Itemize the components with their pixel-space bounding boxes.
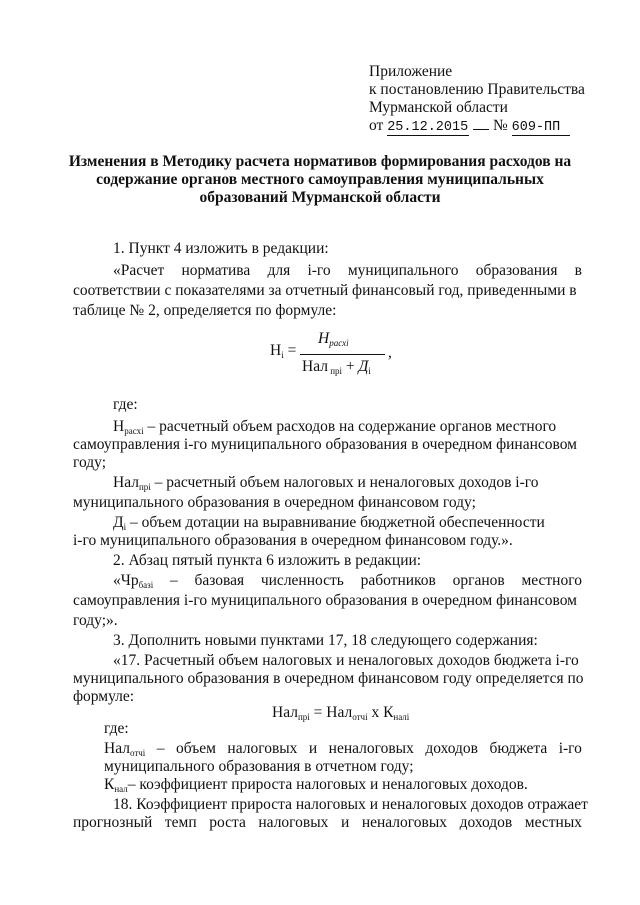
paragraph-formula-intro-l2: соответствии с показателями за отчетный финансовый год, приведенными в <box>73 282 577 299</box>
paragraph-17-l1: «17. Расчетный объем налоговых и неналоговых доходов бюджета i-го <box>113 652 579 669</box>
number-sign: № <box>492 117 508 134</box>
title-line-1: Изменения в Методику расчета нормативов формирования расходов на <box>68 153 572 170</box>
date-prefix: от <box>369 117 384 134</box>
definition-chr-baz-l2: самоуправления i-го муниципального образования в очередном финансовом <box>73 592 577 609</box>
definition-nal-pr-l2: муниципального образования в очередном финансовом году; <box>73 494 476 511</box>
document-number: 609-ПП <box>512 121 570 136</box>
appendix-line-2: к постановлению Правительства <box>369 81 585 98</box>
title-line-2: содержание органов местного самоуправления муниципальных <box>96 171 544 188</box>
definition-nal-otch-l2: муниципального образования в отчетном году; <box>104 758 414 775</box>
definition-n-rash: Нрасхi – расчетный объем расходов на содержание органов местного <box>113 418 557 436</box>
paragraph-item-3: 3. Дополнить новыми пунктами 17, 18 следующего содержания: <box>113 632 538 649</box>
paragraph-item-1: 1. Пункт 4 изложить в редакции: <box>113 240 329 257</box>
definition-k-nal: Кнал– коэффициент прироста налоговых и неналоговых доходов. <box>104 776 528 794</box>
paragraph-18-l1: 18. Коэффициент прироста налоговых и неналоговых доходов отражает <box>113 796 588 813</box>
definition-chr-baz: «Чрбазi – базовая численность работников органов местного <box>113 572 582 590</box>
paragraph-item-2: 2. Абзац пятый пункта 6 изложить в редакции: <box>113 552 422 569</box>
paragraph-formula-intro: «Расчет норматива для i-го муниципального образования в <box>113 262 582 279</box>
definition-nal-pr: Налпрi – расчетный объем налоговых и неналоговых доходов i-го <box>113 474 539 492</box>
definition-n-rash-l3: году; <box>73 454 107 471</box>
paragraph-18-l2: прогнозный темп роста налоговых и неналоговых доходов местных <box>73 814 582 831</box>
definition-nal-otch: Налотчi – объем налоговых и неналоговых доходов бюджета i-го <box>104 740 582 758</box>
paragraph-formula-intro-l3: таблице № 2, определяется по формуле: <box>73 302 337 319</box>
appendix-date-line <box>369 117 570 136</box>
paragraph-17-l2: муниципального образования в очередном финансовом году определяется по <box>73 670 584 687</box>
definition-d-l2: i-го муниципального образования в очередном финансовом году.». <box>73 532 513 549</box>
definition-chr-baz-l3: году;». <box>73 612 118 629</box>
formula-norm: Нi = Нрасхi Нал прi + Дi , <box>270 330 392 376</box>
title-line-3: образований Мурманской области <box>199 189 441 206</box>
where-label-2: где: <box>104 720 129 737</box>
appendix-line-3: Мурманской области <box>369 99 508 116</box>
paragraph-17-l3: формуле: <box>73 688 135 705</box>
appendix-line-1: Приложение <box>369 63 453 80</box>
definition-d: Дi – объем дотации на выравнивание бюджетной обеспеченности <box>113 514 545 532</box>
document-date: 25.12.2015 <box>387 120 469 135</box>
definition-n-rash-l2: самоуправления i-го муниципального образования в очередном финансовом <box>73 436 577 453</box>
where-label-1: где: <box>113 396 138 413</box>
formula-nal-pr: Налпрi = Налотчi х Кналi <box>272 704 410 722</box>
